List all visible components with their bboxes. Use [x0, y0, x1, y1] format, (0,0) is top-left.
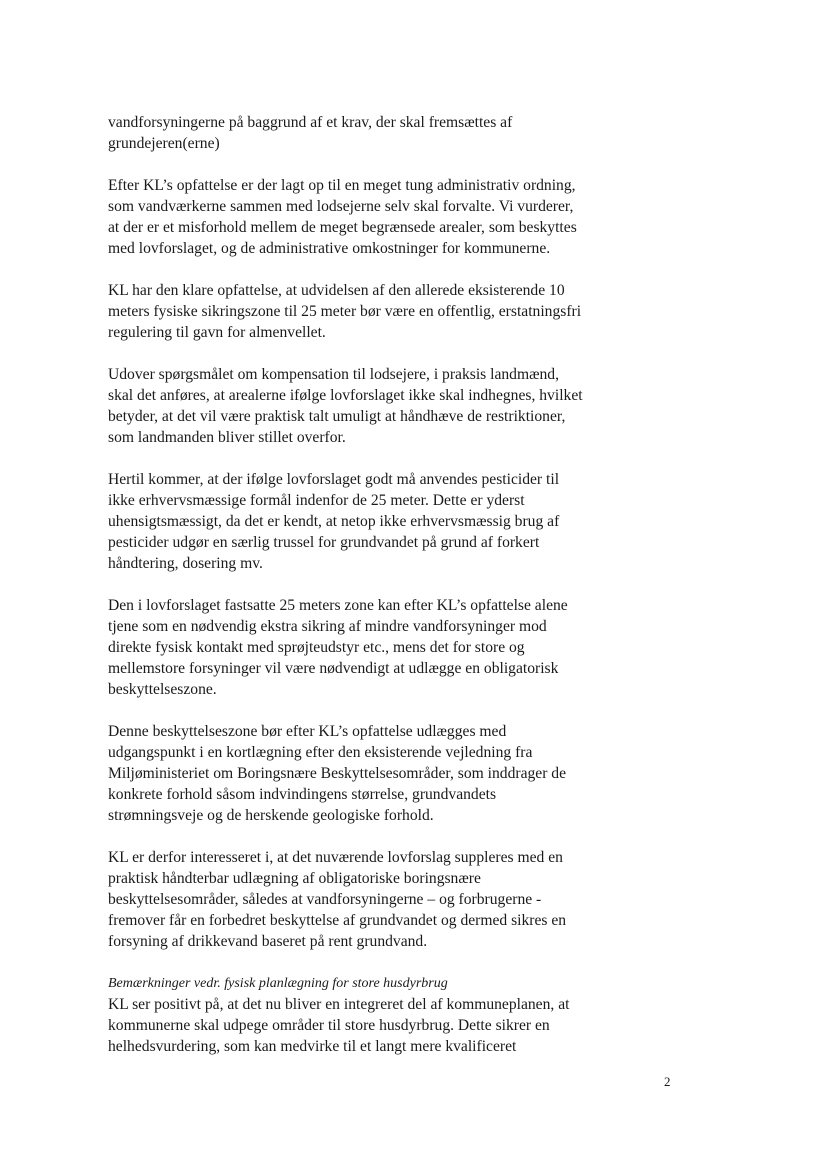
text-line: pesticider udgør en særlig trussel for grundvandet på grund af forkert — [108, 534, 540, 551]
paragraph-6 — [108, 595, 628, 700]
text-line: grundejeren(erne) — [108, 135, 220, 152]
text-line: tjene som en nødvendig ekstra sikring af mindre vandforsyninger mod — [108, 618, 547, 635]
text-line: udgangspunkt i en kortlægning efter den eksisterende vejledning fra — [108, 744, 533, 761]
text-line: som vandværkerne sammen med lodsejerne selv skal forvalte. Vi vurderer, — [108, 198, 574, 215]
text-line: ikke erhvervsmæssige formål indenfor de 25 meter. Dette er yderst — [108, 492, 525, 509]
paragraph-8 — [108, 847, 628, 952]
text-line: helhedsvurdering, som kan medvirke til et langt mere kvalificeret — [108, 1038, 517, 1055]
text-line: skal det anføres, at arealerne ifølge lovforslaget ikke skal indhegnes, hvilket — [108, 387, 583, 404]
paragraph-4 — [108, 364, 628, 448]
text-line: Udover spørgsmålet om kompensation til lodsejere, i praksis landmænd, — [108, 366, 560, 383]
section-husdyrbrug — [108, 973, 628, 1057]
text-line: regulering til gavn for almenvellet. — [108, 324, 326, 341]
text-line: meters fysiske sikringszone til 25 meter bør være en offentlig, erstatningsfri — [108, 303, 582, 320]
text-line: som landmanden bliver stillet overfor. — [108, 429, 346, 446]
text-line: mellemstore forsyninger vil være nødvendigt at udlægge en obligatorisk — [108, 660, 559, 677]
text-line: KL er derfor interesseret i, at det nuværende lovforslag suppleres med en — [108, 849, 563, 866]
text-line: beskyttelseszone. — [108, 681, 217, 698]
text-line: Efter KL’s opfattelse er der lagt op til en meget tung administrativ ordning, — [108, 177, 576, 194]
paragraph-7 — [108, 721, 628, 826]
text-line: Hertil kommer, at der ifølge lovforslaget godt må anvendes pesticider til — [108, 471, 560, 488]
text-line: konkrete forhold såsom indvindingens størrelse, grundvandets — [108, 786, 497, 803]
text-line: Miljøministeriet om Boringsnære Beskyttelsesområder, som inddrager de — [108, 765, 567, 782]
text-line: Denne beskyttelseszone bør efter KL’s opfattelse udlægges med — [108, 723, 507, 740]
text-line: at der er et misforhold mellem de meget begrænsede arealer, som beskyttes — [108, 219, 577, 236]
text-line: forsyning af drikkevand baseret på rent grundvand. — [108, 933, 428, 950]
text-line: strømningsveje og de herskende geologiske forhold. — [108, 807, 434, 824]
paragraph-5 — [108, 469, 628, 574]
text-line: vandforsyningerne på baggrund af et krav, der skal fremsættes af — [108, 114, 513, 131]
text-line: uhensigtsmæssigt, da det er kendt, at netop ikke erhvervsmæssig brug af — [108, 513, 560, 530]
text-line: praktisk håndterbar udlægning af obligatoriske boringsnære — [108, 870, 481, 887]
paragraph-1 — [108, 112, 628, 154]
document-body — [108, 112, 628, 1057]
text-line: beskyttelsesområder, således at vandforsyningerne – og forbrugerne - — [108, 891, 542, 908]
page-number: 2 — [664, 1074, 671, 1089]
text-line: med lovforslaget, og de administrative omkostninger for kommunerne. — [108, 240, 551, 257]
text-line: direkte fysisk kontakt med sprøjteudstyr etc., mens det for store og — [108, 639, 525, 656]
text-line: Den i lovforslaget fastsatte 25 meters zone kan efter KL’s opfattelse alene — [108, 597, 568, 614]
section-heading: Bemærkninger vedr. fysisk planlægning for store husdyrbrug — [108, 976, 448, 991]
paragraph-3 — [108, 280, 628, 343]
text-line: KL ser positivt på, at det nu bliver en integreret del af kommuneplanen, at — [108, 996, 570, 1013]
text-line: kommunerne skal udpege områder til store husdyrbrug. Dette sikrer en — [108, 1017, 550, 1034]
paragraph-2 — [108, 175, 628, 259]
text-line: betyder, at det vil være praktisk talt umuligt at håndhæve de restriktioner, — [108, 408, 566, 425]
text-line: fremover får en forbedret beskyttelse af grundvandet og dermed sikres en — [108, 912, 567, 929]
text-line: KL har den klare opfattelse, at udvidelsen af den allerede eksisterende 10 — [108, 282, 565, 299]
text-line: håndtering, dosering mv. — [108, 555, 263, 572]
